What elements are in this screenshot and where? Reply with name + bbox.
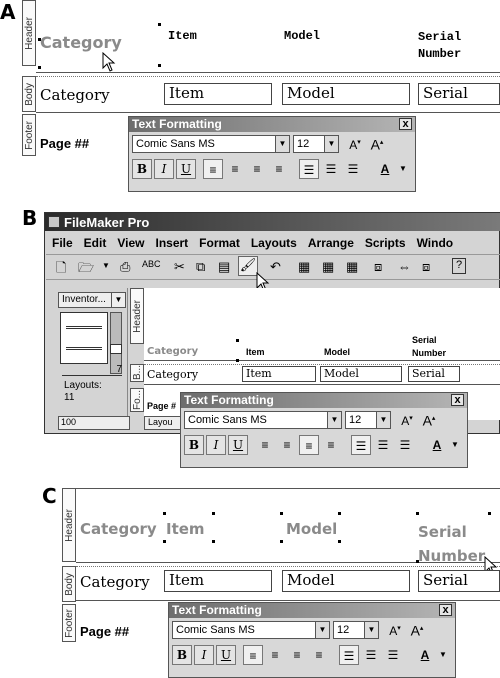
text-formatting-palette-a[interactable]: Text Formatting x Comic Sans MS ▼ 12 ▼ A▾ A▴ B I U ≡ ≡ ≡ ≡ ☰ ☰ ☰ A ▼ [128,116,416,192]
chevron-down-icon[interactable]: ▼ [102,261,110,270]
menu-view[interactable]: View [117,236,145,250]
chevron-down-icon[interactable]: ▼ [451,440,459,449]
serial-label-a[interactable]: Serial Number [418,30,462,61]
align-right-icon[interactable]: ≡ [253,162,261,176]
part-tab-body-a[interactable]: Body [22,76,36,112]
line-spacing-3-icon[interactable]: ☰ [347,162,359,176]
font-select[interactable]: Comic Sans MS ▼ [132,135,290,153]
part-tab-footer-a[interactable]: Footer [22,114,36,156]
align-center-icon[interactable]: ≡ [231,162,239,176]
close-icon[interactable]: x [451,394,464,406]
italic-button[interactable]: I [154,159,174,179]
increase-size-icon[interactable]: A▴ [422,412,436,429]
part-tab-header-b[interactable]: Header [130,288,144,344]
filemaker-app-icon [48,216,60,228]
model-field-b[interactable]: Model [320,366,402,382]
size-select[interactable]: 12 ▼ [293,135,339,153]
menu-file[interactable]: File [52,236,73,250]
category-field-a[interactable]: Category [40,86,110,104]
text-formatting-palette-c[interactable]: Text Formatting x Comic Sans MS ▼ 12 ▼ A▾ A▴ B I U ≡ ≡ ≡ ≡ ☰ ☰ ☰ A ▼ [168,602,456,678]
part-tab-body-c[interactable]: Body [62,566,76,602]
serial-field-a[interactable]: Serial [418,83,500,105]
part-tab-body-b[interactable]: B... [131,365,143,381]
window-title: FileMaker Pro [64,215,150,230]
category-field-b[interactable]: Category [147,368,199,381]
chevron-down-icon[interactable]: ▼ [439,650,447,659]
italic-button[interactable]: I [194,645,214,665]
status-bar: Layou [144,416,184,430]
decrease-size-icon[interactable]: A▾ [389,624,401,638]
serial-field-c[interactable]: Serial [418,570,500,592]
field-tool-icon[interactable]: ▦ [298,259,311,274]
serial-label-b[interactable]: Serial Number [412,335,447,358]
align-right-icon[interactable]: ≡ [293,648,301,662]
panel-label-a: A [0,0,16,24]
bold-button[interactable]: B [132,159,152,179]
new-document-icon[interactable]: 🗋 [56,260,67,275]
mouse-pointer-icon [102,52,116,72]
increase-size-icon[interactable]: A▴ [370,136,384,153]
menu-window[interactable]: Windo [416,236,454,250]
align-icon[interactable]: ⧈ [422,259,431,274]
increase-size-icon[interactable]: A▴ [410,622,424,639]
model-field-a[interactable]: Model [282,83,410,105]
close-icon[interactable]: x [399,118,412,130]
header-divider-a [36,72,500,73]
justify-icon[interactable]: ≡ [275,162,283,176]
line-spacing-3-icon[interactable]: ☰ [399,438,411,452]
line-spacing-3-icon[interactable]: ☰ [387,648,399,662]
layouts-count: 11 [64,392,75,403]
justify-icon[interactable]: ≡ [327,438,335,452]
close-icon[interactable]: x [439,604,452,616]
menu-format[interactable]: Format [199,236,240,250]
menu-insert[interactable]: Insert [155,236,189,250]
font-select[interactable]: Comic Sans MS ▼ [184,411,342,429]
line-spacing-1-icon[interactable]: ☰ [351,435,371,455]
align-right-icon[interactable]: ≡ [299,435,319,455]
group-icon[interactable]: ⧈ [374,259,383,274]
page-number-a: Page ## [40,136,90,151]
arrange-icon[interactable]: ⇔ [398,259,411,274]
help-icon[interactable]: ? [452,258,466,274]
menu-edit[interactable]: Edit [83,236,107,250]
part-tab-footer-b[interactable]: Fo... [131,389,143,410]
justify-icon[interactable]: ≡ [315,648,323,662]
text-color-icon[interactable]: A [420,648,430,662]
toolbar [46,254,500,280]
text-color-icon[interactable]: A [432,438,442,452]
align-left-icon[interactable]: ≡ [261,438,269,452]
item-label-a[interactable]: Item [168,29,197,43]
model-label-a[interactable]: Model [284,29,321,43]
align-left-icon[interactable]: ≡ [243,645,263,665]
underline-button[interactable]: U [216,645,236,665]
record-slider-thumb[interactable] [110,344,122,354]
decrease-size-icon[interactable]: A▾ [401,414,413,428]
size-select[interactable]: 12 ▼ [345,411,391,429]
align-center-icon[interactable]: ≡ [271,648,279,662]
body-divider-a [36,112,500,113]
menu-layouts[interactable]: Layouts [250,236,297,250]
print-icon[interactable]: ⎙ [120,259,131,274]
menu-arrange[interactable]: Arrange [307,236,354,250]
underline-button[interactable]: U [176,159,196,179]
menu-scripts[interactable]: Scripts [364,236,406,250]
open-folder-icon[interactable]: 🗁 [78,260,95,275]
item-field-c[interactable]: Item [164,570,272,592]
copy-icon[interactable]: ⧉ [196,259,206,274]
model-field-c[interactable]: Model [282,570,410,592]
menu-bar[interactable] [52,236,464,250]
bold-button[interactable]: B [172,645,192,665]
zoom-bar[interactable]: 100 [58,416,130,430]
portal-tool-icon[interactable]: ▦ [346,259,359,274]
line-spacing-2-icon[interactable]: ☰ [377,438,389,452]
format-painter-icon[interactable]: 🖌 [238,256,258,276]
serial-label-c[interactable]: Serial Number [418,523,486,565]
panel-label-b: B [22,206,38,230]
category-label-c[interactable]: Category [80,520,157,538]
cut-icon[interactable]: ✂ [174,259,185,274]
size-select[interactable]: 12 ▼ [333,621,379,639]
paste-icon[interactable]: ▤ [218,259,231,274]
layouts-label: Layouts: [64,380,102,391]
bold-button[interactable]: B [184,435,204,455]
font-select[interactable]: Comic Sans MS ▼ [172,621,330,639]
underline-button[interactable]: U [228,435,248,455]
item-field-a[interactable]: Item [164,83,272,105]
record-number: 7 [62,364,122,376]
page-number-c: Page ## [80,624,130,639]
category-label-a[interactable]: Category [40,33,122,52]
model-label-b[interactable]: Model [324,347,350,357]
item-field-b[interactable]: Item [242,366,316,382]
part-tool-icon[interactable]: ▦ [322,259,335,274]
category-field-c[interactable]: Category [80,573,150,591]
page-number-b: Page # [147,401,177,411]
part-tab-footer-c[interactable]: Footer [62,604,76,642]
binder-rings-icon [66,326,102,350]
line-spacing-1-icon[interactable]: ☰ [299,159,319,179]
italic-button[interactable]: I [206,435,226,455]
decrease-size-icon[interactable]: A▾ [349,138,361,152]
spellcheck-icon[interactable]: ABC [142,259,161,269]
serial-field-b[interactable]: Serial [408,366,460,382]
part-tab-header-c[interactable]: Header [62,488,76,562]
chevron-down-icon[interactable]: ▼ [399,164,407,173]
line-spacing-1-icon[interactable]: ☰ [339,645,359,665]
panel-label-c: C [42,484,57,508]
item-label-c[interactable]: Item [166,520,205,538]
line-spacing-2-icon[interactable]: ☰ [325,162,337,176]
category-label-b[interactable]: Category [147,346,199,357]
text-formatting-palette-b[interactable]: Text Formatting x Comic Sans MS ▼ 12 ▼ A▾ A▴ B I U ≡ ≡ ≡ ≡ ☰ ☰ ☰ A ▼ [180,392,468,468]
layout-popup[interactable]: Inventor... ▼ [58,292,126,308]
item-label-b[interactable]: Item [246,347,265,357]
align-left-icon[interactable]: ≡ [203,159,223,179]
model-label-c[interactable]: Model [286,520,338,538]
undo-icon[interactable]: ↶ [270,259,281,274]
align-center-icon[interactable]: ≡ [283,438,291,452]
part-tab-header-a[interactable]: Header [22,0,36,66]
text-color-icon[interactable]: A [380,162,390,176]
line-spacing-2-icon[interactable]: ☰ [365,648,377,662]
